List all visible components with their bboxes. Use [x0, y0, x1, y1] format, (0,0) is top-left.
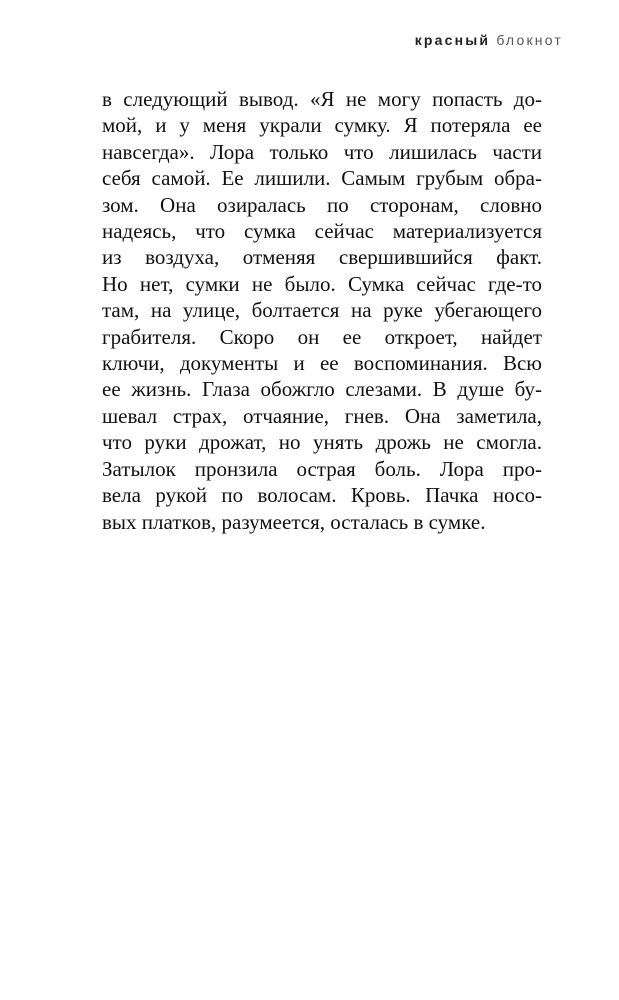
text-line: навсегда». Лора только что лишилась части [102, 139, 542, 164]
text-line: ключи, документы и ее воспоминания. Всю [102, 351, 542, 376]
text-line: ее жизнь. Глаза обожгло слезами. В душе бу- [102, 377, 542, 402]
text-line: надеясь, что сумка сейчас материализуется [102, 219, 542, 244]
body-text [102, 86, 542, 535]
text-line: вых платков, разумеется, осталась в сумке. [102, 509, 486, 534]
text-line: грабителя. Скоро он ее откроет, найдет [102, 324, 542, 349]
text-line: там, на улице, болтается на руке убегающего [102, 298, 542, 323]
text-line: из воздуха, отменяя свершившийся факт. [102, 245, 542, 270]
text-line: в следующий вывод. «Я не могу попасть до- [102, 87, 542, 111]
text-line: себя самой. Ее лишили. Самым грубым обра- [102, 166, 542, 191]
running-head-title-light: блокнот [496, 32, 563, 48]
running-head [415, 32, 563, 48]
running-head-title-bold: красный [414, 32, 491, 48]
text-line: что руки дрожат, но унять дрожь не смогла. [102, 430, 542, 455]
text-line: вела рукой по волосам. Кровь. Пачка носо- [102, 483, 542, 508]
text-line: Затылок пронзила острая боль. Лора про- [102, 456, 542, 481]
text-line: шевал страх, отчаяние, гнев. Она заметила, [102, 403, 542, 428]
text-line: зом. Она озиралась по сторонам, словно [102, 192, 542, 217]
text-line: мой, и у меня украли сумку. Я потеряла ее [102, 113, 542, 138]
text-line: Но нет, сумки не было. Сумка сейчас где-то [102, 271, 542, 296]
